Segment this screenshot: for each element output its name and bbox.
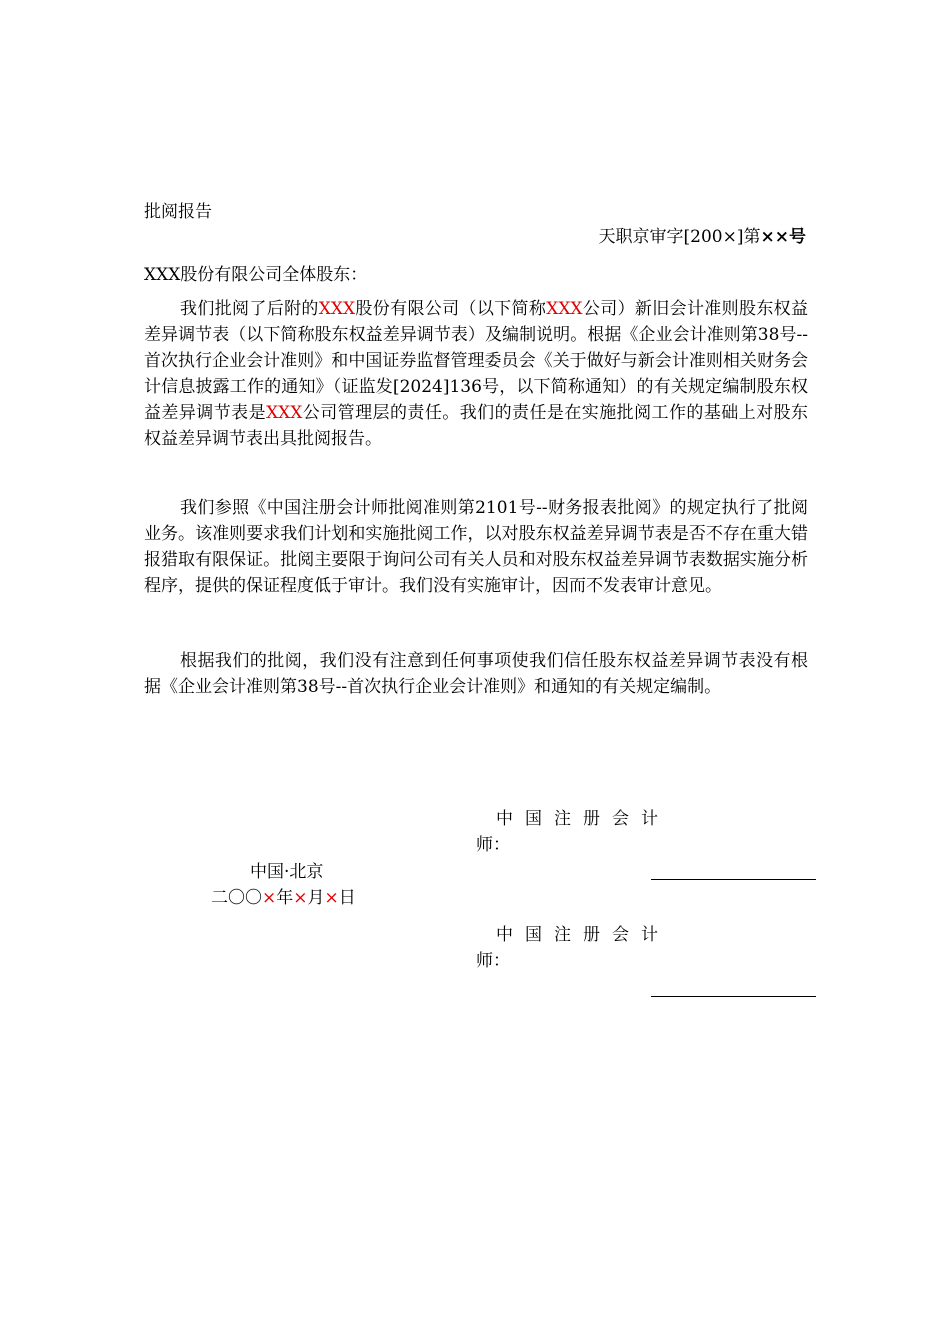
company-placeholder-1: XXX — [318, 299, 356, 319]
cpa-label-2-line1: 中国注册会计 — [496, 925, 670, 945]
cpa-label-2-line2: 师： — [476, 951, 510, 971]
paragraph1-part1: 我们批阅了后附的 — [180, 299, 319, 319]
paragraph1-part4: 公司管理层的责任。我们的责任是在实施批阅工作的基础上对股东权益差异调节表出具批阅报告。 — [144, 403, 809, 449]
cpa-label-1-line1: 中国注册会计 — [496, 809, 670, 829]
date-day-placeholder: × — [324, 888, 339, 908]
date-day: 日 — [338, 888, 356, 908]
document-number — [599, 225, 806, 249]
issue-date — [211, 886, 356, 910]
signature-line-2 — [651, 996, 816, 997]
paragraph1-part3: 公司）新旧会计准则股东权益差异调节表（以下简称股东权益差异调节表）及编制说明。根据《企业会计准则第38号--首次执行企业会计准则》和中国证券监督管理委员会《关于做好与新会计准则相关财务会计信息披露工作的通知》（证监发[2024]136号，以下简称通知）的有关规定编制股东权益差异调节表是 — [144, 299, 809, 423]
paragraph-conclusion: 根据我们的批阅，我们没有注意到任何事项使我们信任股东权益差异调节表没有根据《企业会计准则第38号--首次执行企业会计准则》和通知的有关规定编制。 — [144, 651, 808, 697]
paragraph-responsibility — [144, 296, 808, 452]
date-month-placeholder: × — [293, 888, 308, 908]
cpa-signature-label-1 — [476, 806, 670, 858]
date-year-placeholder: × — [262, 888, 277, 908]
cpa-label-1-line2: 师： — [476, 835, 510, 855]
date-month: 月 — [307, 888, 325, 908]
date-year: 年 — [276, 888, 294, 908]
date-prefix: 二〇〇 — [211, 888, 262, 908]
signature-line-1 — [651, 879, 816, 880]
addressee: XXX股份有限公司全体股东： — [144, 265, 368, 285]
cpa-signature-label-2 — [476, 922, 670, 974]
report-title: 批阅报告 — [144, 202, 212, 222]
issue-place: 中国·北京 — [250, 862, 324, 882]
document-number-suffix: ××号 — [760, 227, 806, 247]
company-placeholder-3: XXX — [266, 403, 303, 423]
paragraph-scope: 我们参照《中国注册会计师批阅准则第2101号--财务报表批阅》的规定执行了批阅业务。该准则要求我们计划和实施批阅工作，以对股东权益差异调节表是否不存在重大错报猎取有限保证。批阅主要限于询问公司有关人员和对股东权益差异调节表数据实施分析程序，提供的保证程度低于审计。我们没有实施审计，因而不发表审计意见。 — [144, 498, 808, 596]
paragraph1-part2: 股份有限公司（以下简称 — [355, 299, 547, 319]
company-placeholder-2: XXX — [546, 299, 583, 319]
document-number-prefix: 天职京审字[200×]第 — [598, 227, 761, 247]
